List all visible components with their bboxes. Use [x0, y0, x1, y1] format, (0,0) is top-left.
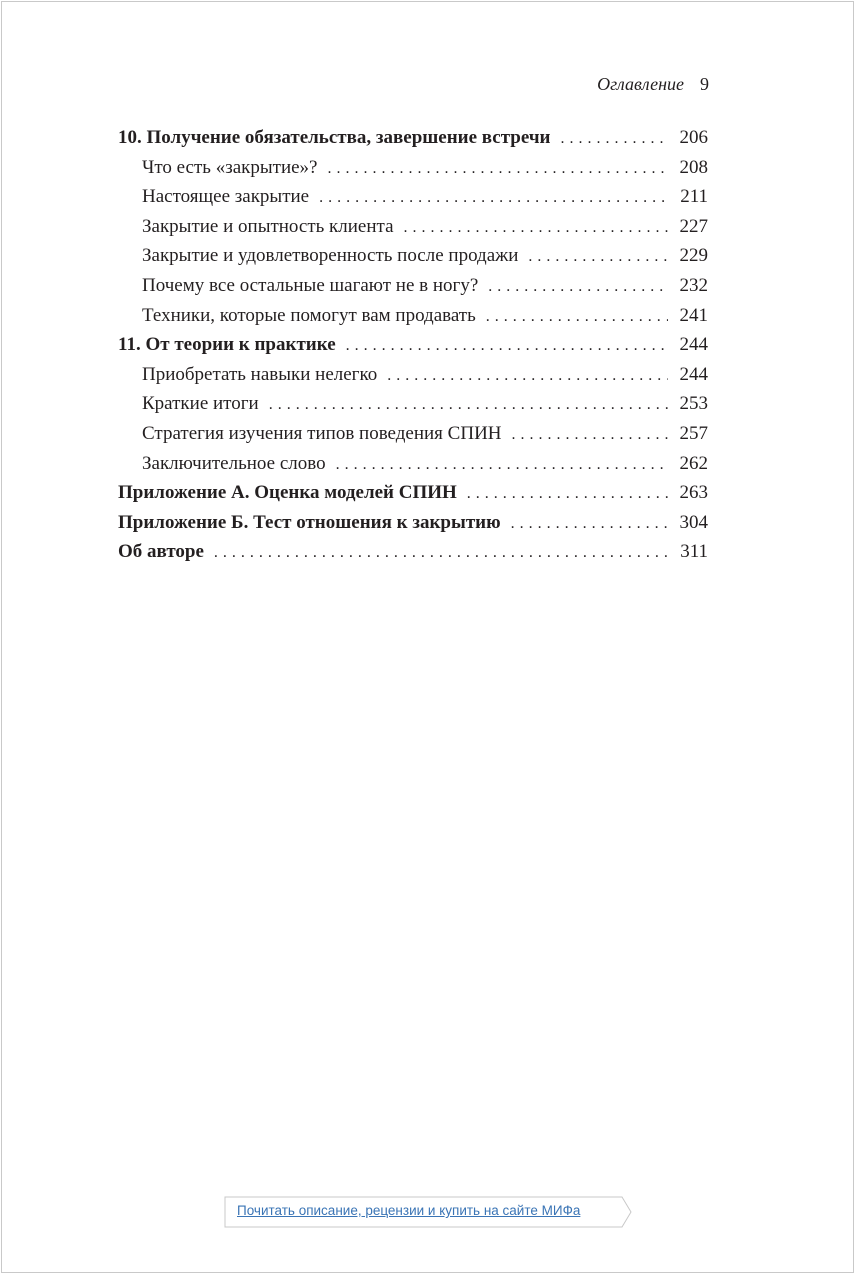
toc-dot-leader [346, 337, 668, 355]
toc-chapter[interactable] [118, 127, 708, 157]
toc-section[interactable] [118, 186, 708, 216]
toc-title: Краткие итоги [142, 393, 259, 415]
toc-dot-leader [319, 189, 668, 207]
toc-title: Закрытие и удовлетворенность после продажи [142, 245, 519, 267]
toc-dot-leader [387, 367, 668, 385]
toc-dot-leader [327, 160, 668, 178]
buy-banner[interactable] [224, 1196, 632, 1228]
toc-page-number: 257 [679, 422, 708, 444]
running-header [597, 74, 709, 95]
toc-section[interactable] [118, 423, 708, 453]
toc-dot-leader [511, 515, 668, 533]
toc-section[interactable] [118, 453, 708, 483]
toc-title: Почему все остальные шагают не в ногу? [142, 274, 479, 296]
toc-dot-leader [486, 308, 668, 326]
toc-title: Что есть «закрытие»? [142, 156, 318, 178]
toc-page-number: 232 [679, 274, 708, 296]
toc-dot-leader [269, 396, 668, 414]
toc-chapter[interactable] [118, 512, 708, 542]
table-of-contents [118, 127, 708, 571]
toc-page-number: 262 [679, 452, 708, 474]
toc-section[interactable] [118, 305, 708, 335]
buy-link[interactable]: Почитать описание, рецензии и купить на сайте МИФа [237, 1203, 581, 1218]
toc-section[interactable] [118, 393, 708, 423]
toc-title: Настоящее закрытие [142, 186, 310, 208]
toc-title: Заключительное слово [142, 452, 326, 474]
toc-page-number: 244 [679, 363, 708, 385]
toc-chapter[interactable] [118, 334, 708, 364]
toc-dot-leader [467, 485, 668, 503]
toc-title: Закрытие и опытность клиента [142, 215, 394, 237]
toc-page-number: 253 [679, 393, 708, 415]
toc-title: Стратегия изучения типов поведения СПИН [142, 422, 502, 444]
toc-section[interactable] [118, 245, 708, 275]
toc-dot-leader [404, 219, 669, 237]
toc-dot-leader [561, 130, 669, 148]
toc-page-number: 208 [679, 156, 708, 178]
toc-section[interactable] [118, 157, 708, 187]
toc-dot-leader [488, 278, 668, 296]
toc-page-number: 263 [679, 482, 708, 504]
toc-dot-leader [214, 544, 668, 562]
toc-page-number: 304 [679, 511, 708, 533]
toc-section[interactable] [118, 364, 708, 394]
toc-title: Приобретать навыки нелегко [142, 363, 378, 385]
toc-page-number: 211 [680, 186, 708, 208]
toc-title: Об авторе [118, 541, 204, 563]
toc-page-number: 206 [679, 127, 708, 148]
toc-title: Приложение А. Оценка моделей СПИН [118, 482, 457, 504]
running-header-section: Оглавление [597, 74, 684, 94]
toc-dot-leader [336, 456, 668, 474]
toc-title: 11. От теории к практике [118, 334, 336, 356]
toc-dot-leader [528, 248, 668, 266]
toc-section[interactable] [118, 275, 708, 305]
toc-page-number: 311 [680, 541, 708, 563]
toc-chapter[interactable] [118, 541, 708, 571]
toc-title: Приложение Б. Тест отношения к закрытию [118, 511, 501, 533]
page-number: 9 [700, 74, 709, 94]
toc-section[interactable] [118, 216, 708, 246]
toc-dot-leader [512, 426, 668, 444]
toc-page-number: 241 [679, 304, 708, 326]
toc-page-number: 229 [679, 245, 708, 267]
toc-chapter[interactable] [118, 482, 708, 512]
toc-title: 10. Получение обязательства, завершение встречи [118, 127, 551, 148]
toc-page-number: 244 [679, 334, 708, 356]
toc-page-number: 227 [679, 215, 708, 237]
toc-title: Техники, которые помогут вам продавать [142, 304, 476, 326]
